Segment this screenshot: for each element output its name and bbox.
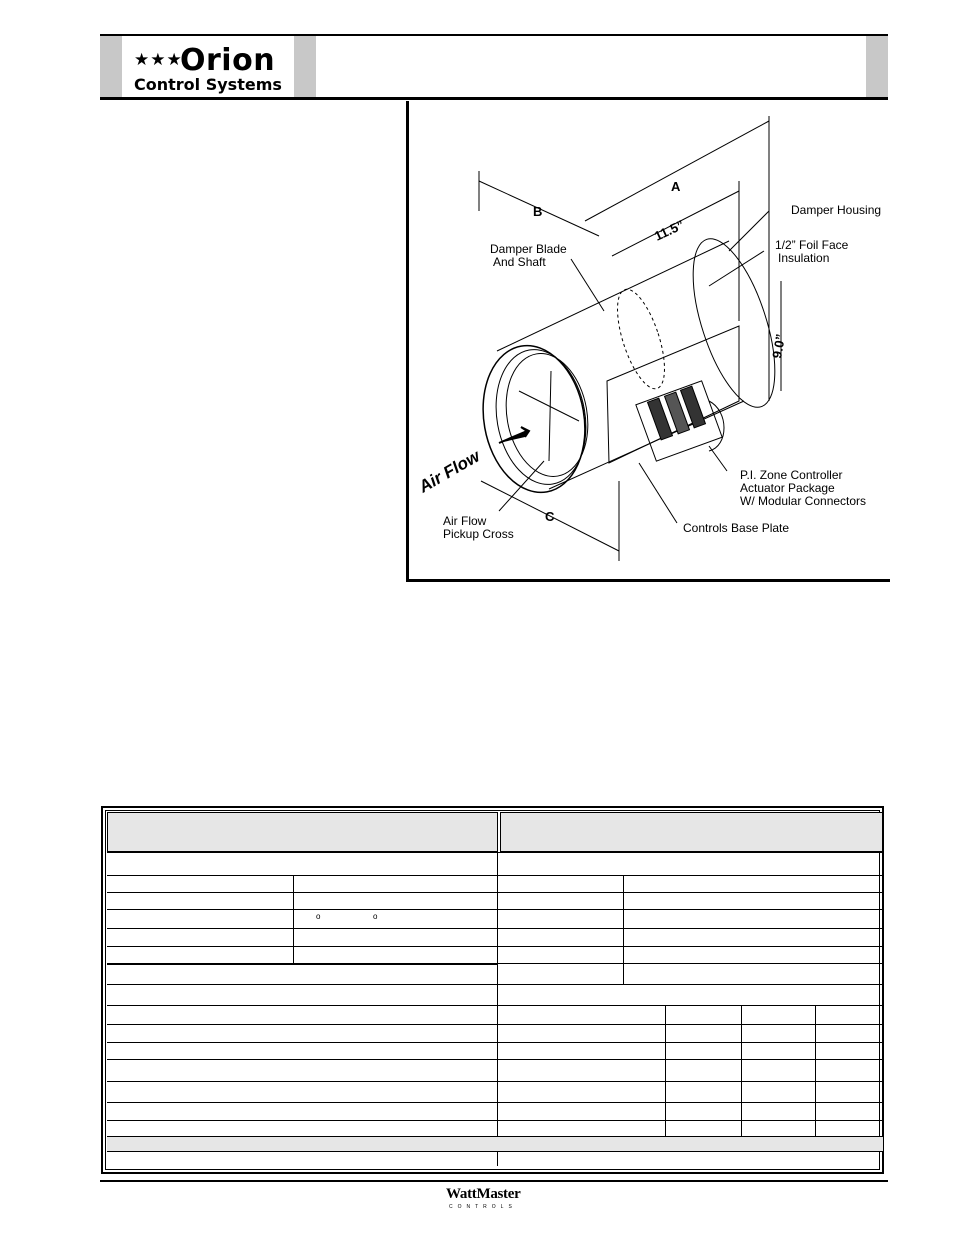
degree-mark: o [316,912,321,921]
dimension-b: B [533,204,543,219]
page-header [100,34,888,100]
col-rule [665,1005,666,1136]
spec-table [101,806,884,1174]
row-rule [107,852,883,853]
row-rule [107,1024,883,1025]
air-flow-label: Air Flow [415,446,484,497]
damper-diagram [409,101,890,579]
row-rule [107,1059,883,1060]
row-rule [107,892,883,893]
row-rule [107,1120,883,1121]
callout-controller-line1: P.I. Zone Controller [740,468,843,482]
callout-insulation-line1: 1/2” Foil Face [775,238,849,252]
damper-figure-frame [406,101,890,582]
callout-controller-line2: Actuator Package [740,481,835,495]
callout-controller-line3: W/ Modular Connectors [740,494,867,508]
wattmaster-logo-sub: CONTROLS [449,1204,517,1210]
row-rule [107,909,883,910]
row-rule [107,1102,883,1103]
header-gray-right [866,36,888,97]
row-rule [107,1042,883,1043]
col-rule [741,1005,742,1136]
col-rule [815,1005,816,1136]
orion-logo [122,36,294,97]
table-center-divider [497,812,498,1166]
row-rule [107,875,883,876]
callout-pickup-line2: Pickup Cross [443,527,514,541]
dimension-c: C [545,509,555,524]
callout-base-plate: Controls Base Plate [683,521,790,535]
row-rule [497,963,883,964]
callout-insulation-line2: Insulation [778,251,830,265]
callout-blade-line1: Damper Blade [490,242,567,256]
table-title-right [500,812,883,852]
wattmaster-logo: WattMaster [446,1186,521,1202]
row-rule [107,1005,883,1006]
table-title-left [107,812,498,852]
col-rule [623,875,624,985]
logo-stars: ★★★ [134,50,183,69]
callout-damper-housing: Damper Housing [791,203,882,217]
logo-brand: Orion [180,43,276,78]
header-gray-mid [294,36,316,97]
row-rule [107,928,883,929]
col-rule [293,875,294,963]
dimension-height: 9.0” [769,332,789,360]
callout-pickup-line1: Air Flow [443,514,487,528]
footer-rule [100,1180,888,1182]
row-rule [107,1081,883,1082]
degree-mark: o [373,912,378,921]
dimension-a: A [671,179,681,194]
table-inner-frame [105,810,880,1170]
row-rule [107,1151,883,1152]
dimension-length: 11.5” [651,216,687,244]
table-gray-band [107,1137,883,1151]
row-rule [107,963,497,965]
header-gray-left [100,36,122,97]
callout-blade-line2: And Shaft [493,255,546,269]
logo-subtitle: Control Systems [134,75,282,94]
row-rule [107,946,883,947]
row-rule [107,984,883,985]
